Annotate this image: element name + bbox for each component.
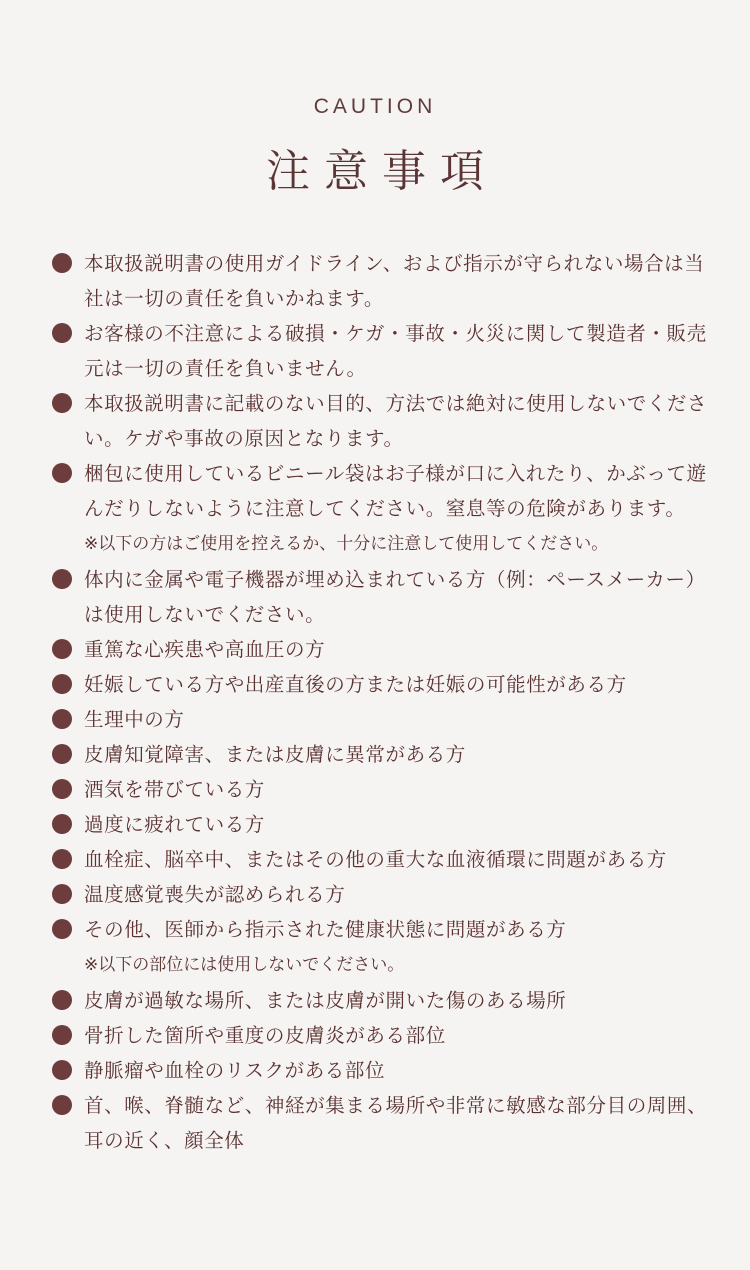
bullet-icon [52, 709, 72, 729]
restricted-person-text: 重篤な心疾患や高血圧の方 [84, 638, 326, 661]
caution-item-text: 本取扱説明書に記載のない目的、方法では絶対に使用しないでください。ケガや事故の原因となります。 [84, 392, 708, 450]
restricted-person-text: 酒気を帯びている方 [84, 778, 265, 801]
bullet-icon [52, 779, 72, 799]
bullet-icon [52, 674, 72, 694]
caution-eyebrow: CAUTION [313, 95, 437, 118]
restricted-person-text: その他、医師から指示された健康状態に問題がある方 [84, 918, 567, 941]
bullet-icon [52, 1025, 72, 1045]
bullet-icon [52, 393, 72, 413]
caution-item-text: お客様の不注意による破損・ケガ・事故・火災に関して製造者・販売元は一切の責任を負いません。 [84, 322, 707, 380]
caution-item-text: 梱包に使用しているビニール袋はお子様が口に入れたり、かぶって遊んだりしないように注意してください。窒息等の危険があります。 [84, 462, 707, 520]
restricted-area-text: 首、喉、脊髄など、神経が集まる場所や非常に敏感な部分目の周囲、耳の近く、顔全体 [84, 1094, 708, 1152]
bullet-icon [52, 1095, 72, 1115]
restricted-person-item [52, 702, 712, 737]
restricted-person-item [52, 562, 712, 632]
restricted-person-text: 妊娠している方や出産直後の方または妊娠の可能性がある方 [84, 673, 627, 696]
bullet-icon [52, 814, 72, 834]
caution-item [52, 386, 712, 456]
restricted-area-item [52, 1018, 712, 1053]
bullet-icon [52, 569, 72, 589]
restricted-person-item [52, 807, 712, 842]
bullet-icon [52, 744, 72, 764]
bullet-icon [52, 253, 72, 273]
restricted-person-text: 過度に疲れている方 [84, 813, 265, 836]
restricted-person-text: 体内に金属や電子機器が埋め込まれている方（例：ペースメーカー）は使用しないでください。 [84, 568, 706, 626]
restricted-area-text: 静脈瘤や血栓のリスクがある部位 [84, 1059, 386, 1082]
caution-list [52, 246, 712, 1158]
restricted-area-text: 皮膚が過敏な場所、または皮膚が開いた傷のある場所 [84, 989, 567, 1012]
caution-item [52, 456, 712, 526]
body-area-note: ※以下の部位には使用しないでください。 [84, 955, 405, 975]
restricted-area-item [52, 1053, 712, 1088]
restricted-person-text: 生理中の方 [84, 708, 185, 731]
restricted-person-item [52, 737, 712, 772]
restricted-person-text: 温度感覚喪失が認められる方 [84, 883, 346, 906]
bullet-icon [52, 919, 72, 939]
caution-item-text: 本取扱説明書の使用ガイドライン、および指示が守られない場合は当社は一切の責任を負いかねます。 [84, 252, 705, 310]
restricted-person-item [52, 632, 712, 667]
usage-note: ※以下の方はご使用を控えるか、十分に注意して使用してください。 [84, 534, 609, 554]
bullet-icon [52, 990, 72, 1010]
restricted-person-text: 血栓症、脳卒中、またはその他の重大な血液循環に問題がある方 [84, 848, 667, 871]
caution-item [52, 246, 712, 316]
header [0, 92, 750, 200]
caution-item [52, 316, 712, 386]
restricted-person-item [52, 877, 712, 912]
restricted-area-item [52, 983, 712, 1018]
restricted-person-item [52, 912, 712, 947]
bullet-icon [52, 323, 72, 343]
restricted-person-text: 皮膚知覚障害、または皮膚に異常がある方 [84, 743, 466, 766]
bullet-icon [52, 639, 72, 659]
restricted-person-item [52, 842, 712, 877]
bullet-icon [52, 463, 72, 483]
restricted-person-item [52, 667, 712, 702]
restricted-person-item [52, 772, 712, 807]
restricted-area-item [52, 1088, 712, 1158]
bullet-icon [52, 1060, 72, 1080]
restricted-area-text: 骨折した箇所や重度の皮膚炎がある部位 [84, 1024, 446, 1047]
bullet-icon [52, 849, 72, 869]
page-title: 注意事項 [266, 146, 498, 197]
bullet-icon [52, 884, 72, 904]
